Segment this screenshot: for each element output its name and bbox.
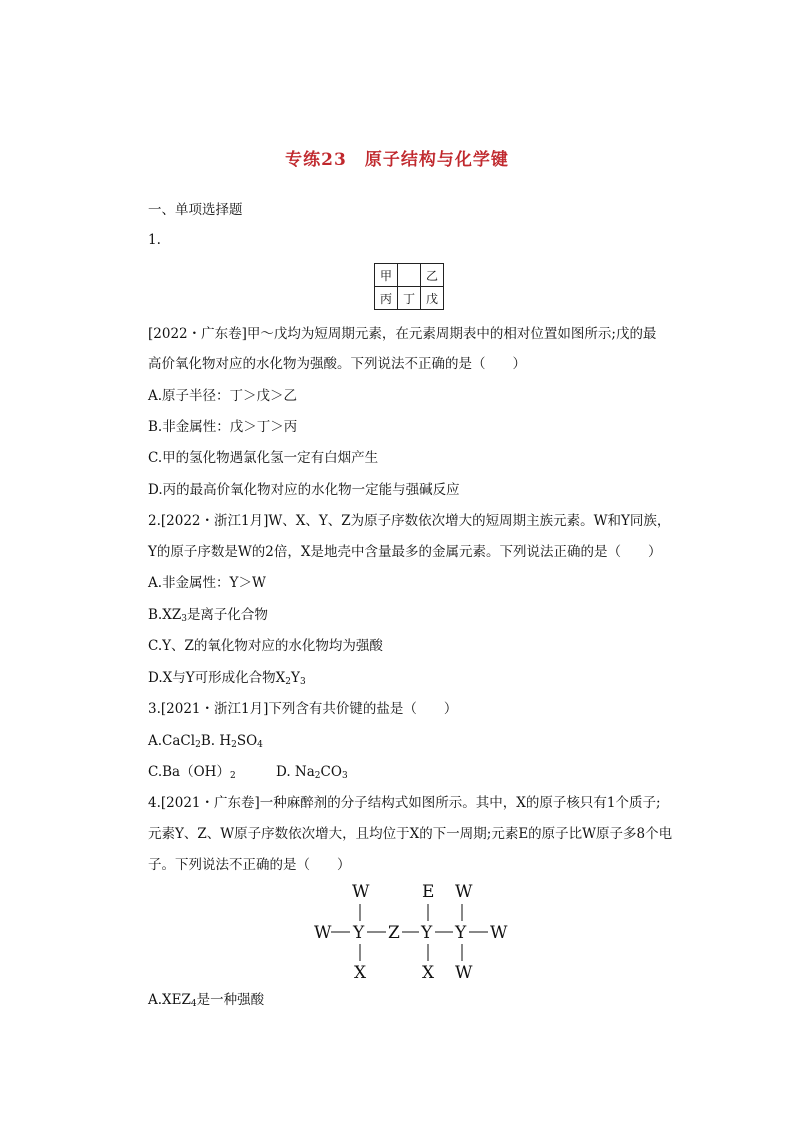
atom-main-y1: Y (353, 923, 365, 943)
question-2-stem-line1: 2.[2022・浙江1月]W、X、Y、Z为原子序数依次增大的短周期主族元素。W和Y同族， (148, 513, 671, 529)
table-cell: 丙 (375, 287, 398, 310)
table-cell (398, 264, 421, 287)
table-cell: 戊 (421, 287, 444, 310)
molecular-structure-figure (300, 877, 530, 987)
question-2-option-a: A.非金属性：Y＞W (148, 575, 266, 591)
table-cell: 乙 (421, 264, 444, 287)
question-4-stem-line2: 元素Y、Z、W原子序数依次增大，且均位于X的下一周期;元素E的原子比W原子多8个电 (148, 826, 673, 842)
atom-bottom-x1: X (354, 963, 367, 983)
atom-main-y3: Y (455, 923, 467, 943)
atom-main-w2: W (490, 923, 508, 943)
question-3-stem: 3.[2021・浙江1月]下列含有共价键的盐是（ ） (148, 701, 458, 717)
question-1-option-a: A.原子半径：丁＞戊＞乙 (148, 388, 298, 404)
question-3-option-d: D. $Na_2CO_3$ (276, 764, 348, 781)
question-2-option-d: D.X与Y可形成化合物$X_2Y_3$ (148, 670, 306, 687)
atom-bottom-x2: X (422, 963, 435, 983)
table-cell: 甲 (375, 264, 398, 287)
atom-top-w1: W (352, 882, 370, 902)
atom-bottom-w: W (455, 963, 473, 983)
atom-top-w2: W (455, 882, 473, 902)
atom-main-w1: W (314, 923, 332, 943)
question-1-option-b: B.非金属性：戊＞丁＞丙 (148, 419, 298, 435)
question-1-number: 1. (148, 232, 161, 248)
question-1-stem-line1: [2022・广东卷]甲～戊均为短周期元素，在元素周期表中的相对位置如图所示;戊的最 (148, 326, 657, 342)
question-4-stem-line1: 4.[2021・广东卷]一种麻醉剂的分子结构式如图所示。其中，X的原子核只有1个质子; (148, 795, 661, 811)
table-cell: 丁 (398, 287, 421, 310)
question-4-option-a: $A.XEZ_4$是一种强酸 (148, 992, 265, 1009)
periodic-table-figure (374, 263, 444, 310)
question-4-stem-line3: 子。下列说法不正确的是（ ） (148, 857, 351, 873)
page-title: 专练23 原子结构与化学键 (285, 150, 509, 170)
question-3-option-c: $C.Ba(OH)_2$ (148, 764, 236, 781)
question-2-option-c: C.Y、Z的氧化物对应的水化物均为强酸 (148, 638, 383, 654)
question-1-stem-line2: 高价氧化物对应的水化物为强酸。下列说法不正确的是（ ） (148, 356, 526, 372)
question-1-option-d: D.丙的最高价氧化物对应的水化物一定能与强碱反应 (148, 482, 460, 498)
section-heading: 一、单项选择题 (148, 202, 243, 218)
atom-main-z: Z (388, 923, 400, 943)
question-2-option-b: $B.XZ_3$是离子化合物 (148, 607, 268, 624)
question-2-stem-line2: Y的原子序数是W的2倍，X是地壳中含量最多的金属元素。下列说法正确的是（ ） (148, 544, 662, 560)
atom-main-y2: Y (421, 923, 433, 943)
atom-top-e: E (422, 882, 435, 902)
question-3-option-ab: A.CaCl$_2$B. $H_2SO_4$ (148, 733, 263, 750)
question-1-option-c: C.甲的氢化物遇氯化氢一定有白烟产生 (148, 450, 379, 466)
